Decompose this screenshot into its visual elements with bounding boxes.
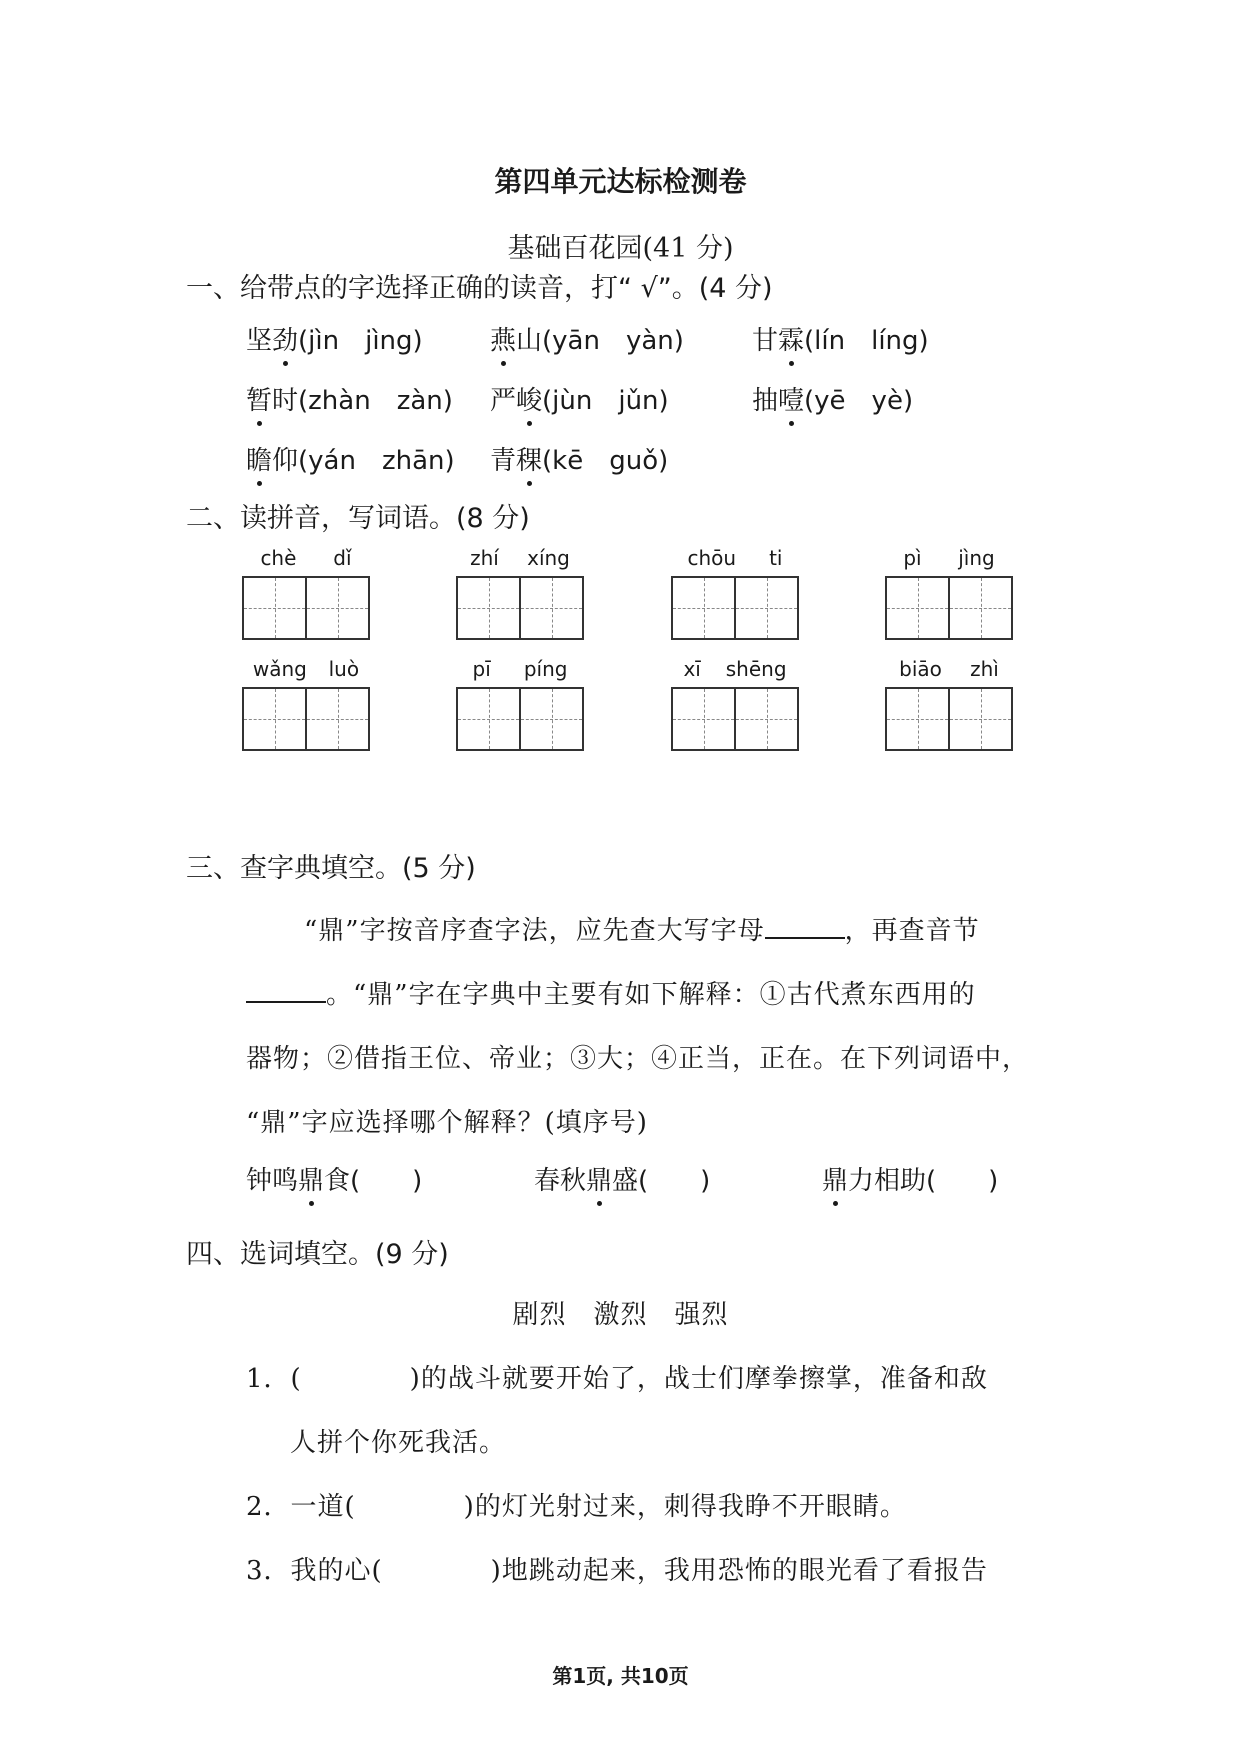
writing-cell[interactable] [305,689,368,749]
writing-cell[interactable] [519,689,582,749]
section2-heading: 二、读拼音，写词语。(8 分) [186,503,530,534]
page-title: 第四单元达标检测卷 [494,165,747,198]
paragraph-line: 。“鼎”字在字典中主要有如下解释：①古代煮东西用的 [246,974,976,1011]
section4-heading: 四、选词填空。(9 分) [186,1239,449,1270]
paragraph-line: “鼎”字应选择哪个解释？(填序号) [246,1108,648,1138]
writing-cell[interactable] [244,689,305,749]
pinyin-writing-box: zhí xíng [456,546,584,640]
dict-item: 钟鸣鼎食( ) [246,1160,422,1197]
writing-cell[interactable] [887,689,948,749]
writing-cell[interactable] [519,578,582,638]
pinyin-item: 瞻仰(yán zhān) [246,440,455,477]
page-footer: 第1页, 共10页 [552,1664,689,1688]
section3-heading: 三、查字典填空。(5 分) [186,853,476,884]
pinyin-writing-box: chōu ti [671,546,799,640]
dict-item: 鼎力相助( ) [822,1160,998,1197]
pinyin-writing-box: pì jìng [885,546,1013,640]
question-line: 3．我的心( )地跳动起来，我用恐怖的眼光看了看报告 [246,1556,988,1586]
pinyin-writing-box: pī píng [456,657,584,751]
answer-blank[interactable] [246,1001,326,1003]
word-options: 剧烈 激烈 强烈 [512,1300,729,1330]
pinyin-item: 抽噎(yē yè) [752,380,913,417]
pinyin-item: 青稞(kē guǒ) [490,440,668,477]
writing-cell[interactable] [734,578,797,638]
section-subtitle: 基础百花园(41 分) [507,233,734,264]
question-line: 1．( )的战斗就要开始了，战士们摩拳擦掌，准备和敌 [246,1364,988,1394]
question-line: 2．一道( )的灯光射过来，刺得我睁不开眼睛。 [246,1492,907,1522]
pinyin-item: 暂时(zhàn zàn) [246,380,453,417]
pinyin-writing-box: xī shēng [671,657,799,751]
writing-cell[interactable] [948,578,1011,638]
pinyin-item: 甘霖(lín líng) [752,320,929,357]
writing-cell[interactable] [673,689,734,749]
paragraph-line: “鼎”字按音序查字法，应先查大写字母 ，再查音节 [304,916,980,946]
writing-cell[interactable] [948,689,1011,749]
pinyin-writing-box: biāo zhì [885,657,1013,751]
paragraph-line: 器物；②借指王位、帝业；③大；④正当，正在。在下列词语中， [246,1044,1030,1074]
question-line: 人拼个你死我活。 [290,1428,507,1458]
pinyin-writing-box: wǎng luò [242,657,370,751]
writing-cell[interactable] [305,578,368,638]
pinyin-item: 燕山(yān yàn) [490,320,684,357]
pinyin-item: 坚劲(jìn jìng) [246,320,423,357]
dict-item: 春秋鼎盛( ) [534,1160,710,1197]
writing-cell[interactable] [244,578,305,638]
pinyin-writing-box: chè dǐ [242,546,370,640]
writing-cell[interactable] [458,689,519,749]
writing-cell[interactable] [673,578,734,638]
writing-cell[interactable] [458,578,519,638]
section1-heading: 一、给带点的字选择正确的读音，打“ √”。(4 分) [186,273,773,304]
writing-cell[interactable] [734,689,797,749]
answer-blank[interactable] [765,937,845,939]
pinyin-item: 严峻(jùn jǔn) [490,380,669,417]
writing-cell[interactable] [887,578,948,638]
